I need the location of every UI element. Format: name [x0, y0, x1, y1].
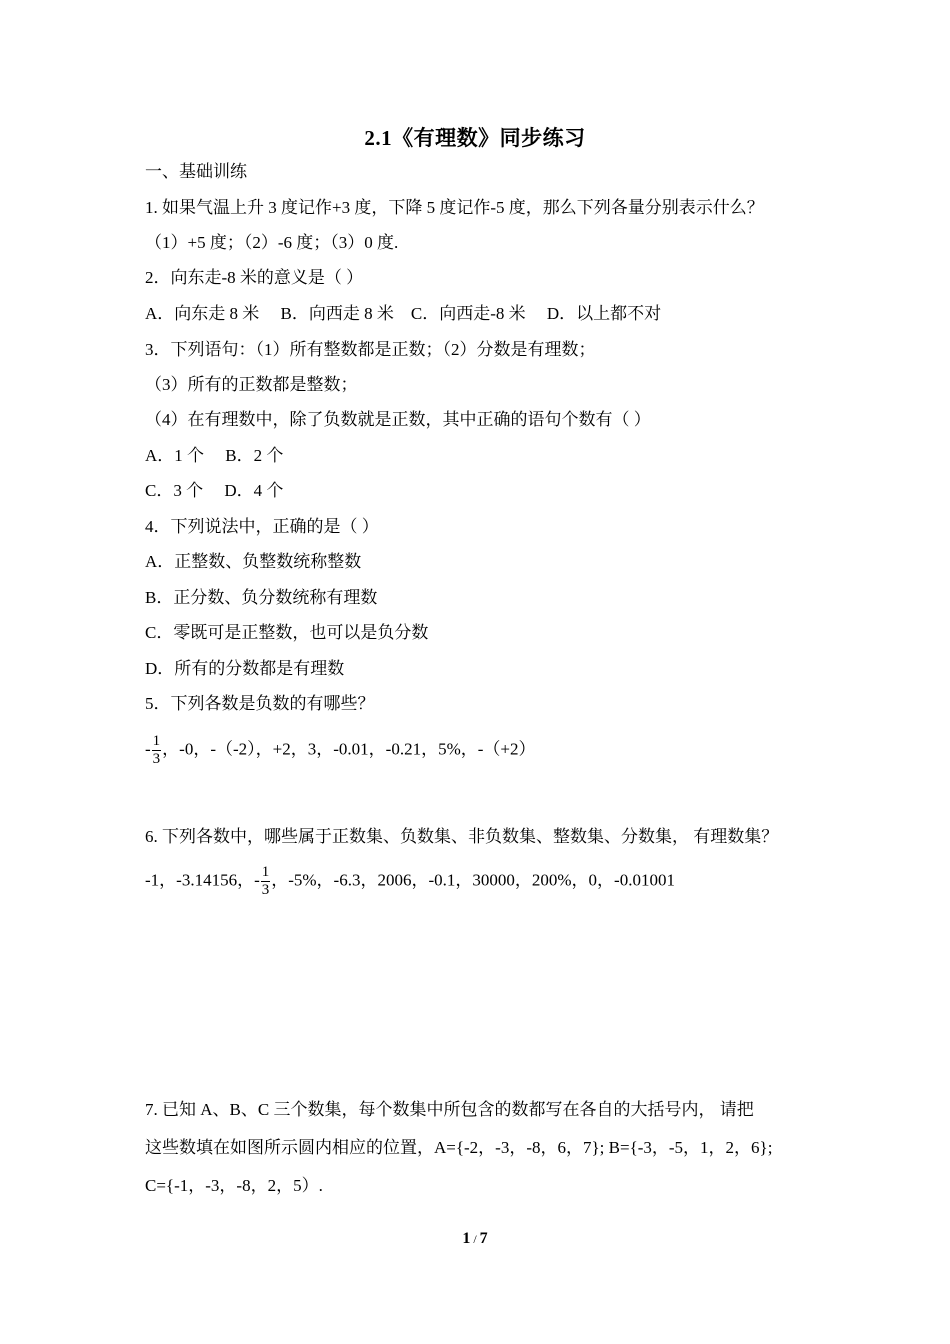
question-7-line-2: 这些数填在如图所示圆内相应的位置，A={-2，-3，-8，6，7}; B={-3，-5，1，2，6};: [145, 1138, 773, 1157]
question-4-option-a: A．正整数、负整数统称整数: [145, 552, 362, 571]
fraction-denominator: 3: [152, 751, 161, 767]
page-separator: /: [473, 1232, 477, 1246]
question-3-line-2: （3）所有的正数都是整数；: [145, 375, 358, 394]
fraction-one-third: [152, 733, 162, 768]
page-number: [0, 1230, 950, 1248]
question-6-numbers: [145, 864, 675, 899]
number-list-prefix: -1，-3.14156，-: [145, 870, 260, 890]
question-6: 6. 下列各数中，哪些属于正数集、负数集、非负数集、整数集、分数集， 有理数集？: [145, 827, 779, 846]
page-title: 2.1《有理数》同步练习: [364, 126, 586, 150]
question-7-line-3: C={-1，-3，-8，2，5）.: [145, 1176, 323, 1195]
number-list: ，-5%，-6.3，2006，-0.1，30000，200%，0，-0.01001: [271, 870, 675, 890]
number-list: ，-0，-（-2），+2，3，-0.01，-0.21，5%，-（+2）: [162, 739, 536, 759]
current-page: 1: [462, 1230, 471, 1247]
question-3-line-3: （4）在有理数中，除了负数就是正数，其中正确的语句个数有（ ）: [145, 410, 651, 429]
minus-sign: -: [145, 739, 151, 759]
question-4-option-c: C．零既可是正整数，也可以是负分数: [145, 623, 429, 642]
question-3-options-cd: C．3 个 D．4 个: [145, 481, 284, 500]
section-heading: 一、基础训练: [145, 162, 247, 181]
question-2-options: A．向东走 8 米 B．向西走 8 米 C．向西走-8 米 D．以上都不对: [145, 304, 662, 323]
fraction-one-third: [261, 864, 271, 899]
question-1: 1. 如果气温上升 3 度记作+3 度，下降 5 度记作-5 度，那么下列各量分别表示什么？: [145, 198, 764, 217]
question-4-option-d: D．所有的分数都是有理数: [145, 659, 345, 678]
question-5-numbers: [145, 733, 535, 768]
question-2: 2．向东走-8 米的意义是（ ）: [145, 268, 364, 287]
question-3-options-ab: A．1 个 B．2 个: [145, 446, 284, 465]
total-pages: 7: [479, 1230, 488, 1247]
question-4: 4．下列说法中，正确的是（ ）: [145, 517, 379, 536]
fraction-denominator: 3: [261, 882, 270, 898]
question-4-option-b: B．正分数、负分数统称有理数: [145, 588, 378, 607]
question-5: 5．下列各数是负数的有哪些？: [145, 694, 375, 713]
fraction-numerator: 1: [152, 733, 161, 749]
question-3: 3．下列语句：（1）所有整数都是正数；（2）分数是有理数；: [145, 340, 596, 359]
question-1-items: （1）+5 度；（2）-6 度；（3）0 度.: [145, 233, 399, 252]
question-7: 7. 已知 A、B、C 三个数集，每个数集中所包含的数都写在各自的大括号内， 请把: [145, 1100, 754, 1119]
fraction-numerator: 1: [261, 864, 270, 880]
